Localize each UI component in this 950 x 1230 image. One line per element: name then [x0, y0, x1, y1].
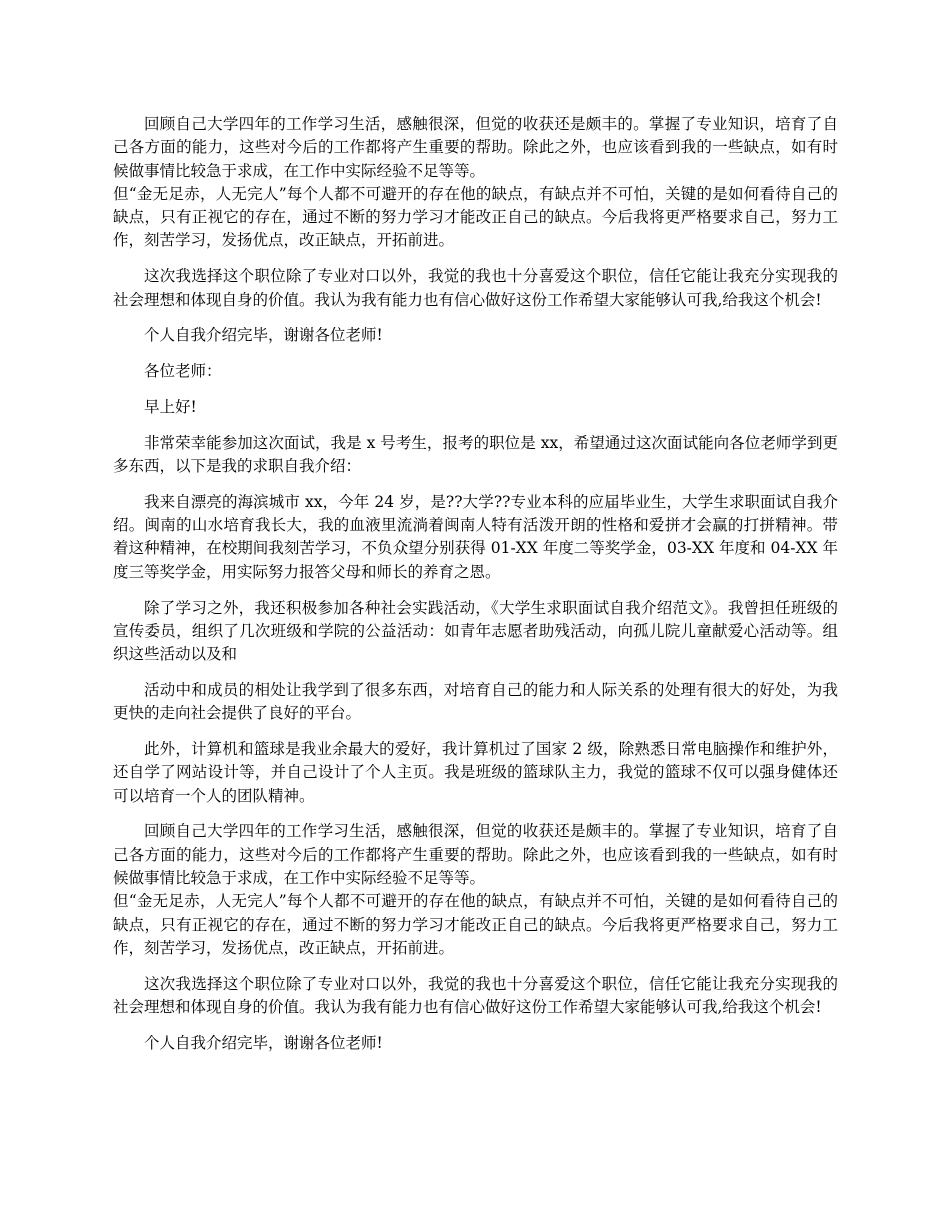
- paragraph-review-weaknesses: 但“金无足赤，人无完人”每个人都不可避开的存在他的缺点，有缺点并不可怕，关键的是如何看待自己的缺点，只有正视它的存在，通过不断的努力学习才能改正自己的缺点。今后我将更严格要求自己，努力工作，刻苦学习，发扬优点，改正缺点，开拓前进。: [113, 184, 838, 250]
- paragraph-background: 我来自漂亮的海滨城市 xx，今年 24 岁，是??大学??专业本科的应届毕业生，大学生求职面试自我介绍。闽南的山水培育我长大，我的血液里流淌着闽南人特有活泼开朗的性格和爱拼才会赢的打拼精神。带着这种精神，在校期间我刻苦学习，不负众望分别获得 01-XX 年度二等奖学金，03-XX 年度和 04-XX 年度三等奖学金，用实际努力报答父母和师长的养育之恩。: [113, 492, 838, 581]
- paragraph-position-choice-repeat: 这次我选择这个职位除了专业对口以外，我觉的我也十分喜爱这个职位，信任它能让我充分实现我的社会理想和体现自身的价值。我认为我有能力也有信心做好这份工作希望大家能够认可我,给我这个机会!: [113, 974, 838, 1016]
- paragraph-greeting: 早上好!: [144, 397, 197, 416]
- document-page: [113, 113, 838, 1068]
- paragraph-closing-repeat: 个人自我介绍完毕，谢谢各位老师!: [144, 1033, 383, 1052]
- paragraph-activities-continued: 活动中和成员的相处让我学到了很多东西，对培育自己的能力和人际关系的处理有很大的好处，为我更快的走向社会提供了良好的平台。: [113, 680, 838, 723]
- paragraph-hobbies: 此外，计算机和篮球是我业余最大的爱好，我计算机过了国家 2 级，除熟悉日常电脑操作和维护外，还自学了网站设计等，并自己设计了个人主页。我是班级的篮球队主力，我觉的篮球不仅可以强身健体还可以培育一个人的团队精神。: [113, 740, 838, 805]
- paragraph-opening: 非常荣幸能参加这次面试，我是 x 号考生，报考的职位是 xx，希望通过这次面试能向各位老师学到更多东西，以下是我的求职自我介绍：: [113, 433, 838, 476]
- paragraph-position-choice: 这次我选择这个职位除了专业对口以外，我觉的我也十分喜爱这个职位，信任它能让我充分实现我的社会理想和体现自身的价值。我认为我有能力也有信心做好这份工作希望大家能够认可我,给我这个机会!: [113, 267, 838, 309]
- paragraph-review-strengths: 回顾自己大学四年的工作学习生活，感触很深，但觉的收获还是颇丰的。掌握了专业知识，培育了自己各方面的能力，这些对今后的工作都将产生重要的帮助。除此之外，也应该看到我的一些缺点，如有时候做事情比较急于求成，在工作中实际经验不足等等。: [113, 115, 838, 180]
- paragraph-review-strengths-repeat: 回顾自己大学四年的工作学习生活，感触很深，但觉的收获还是颇丰的。掌握了专业知识，培育了自己各方面的能力，这些对今后的工作都将产生重要的帮助。除此之外，也应该看到我的一些缺点，如有时候做事情比较急于求成，在工作中实际经验不足等等。: [113, 822, 838, 888]
- paragraph-salutation: 各位老师：: [144, 362, 222, 381]
- paragraph-review-weaknesses-repeat: 但“金无足赤，人无完人”每个人都不可避开的存在他的缺点，有缺点并不可怕，关键的是如何看待自己的缺点，只有正视它的存在，通过不断的努力学习才能改正自己的缺点。今后我将更严格要求自己，努力工作，刻苦学习，发扬优点，改正缺点，开拓前进。: [113, 892, 838, 957]
- paragraph-closing: 个人自我介绍完毕，谢谢各位老师!: [144, 326, 383, 345]
- paragraph-activities: 除了学习之外，我还积极参加各种社会实践活动，《大学生求职面试自我介绍范文》。我曾担任班级的宣传委员，组织了几次班级和学院的公益活动：如青年志愿者助残活动，向孤儿院儿童献爱心活动等。组织这些活动以及和: [113, 598, 838, 664]
